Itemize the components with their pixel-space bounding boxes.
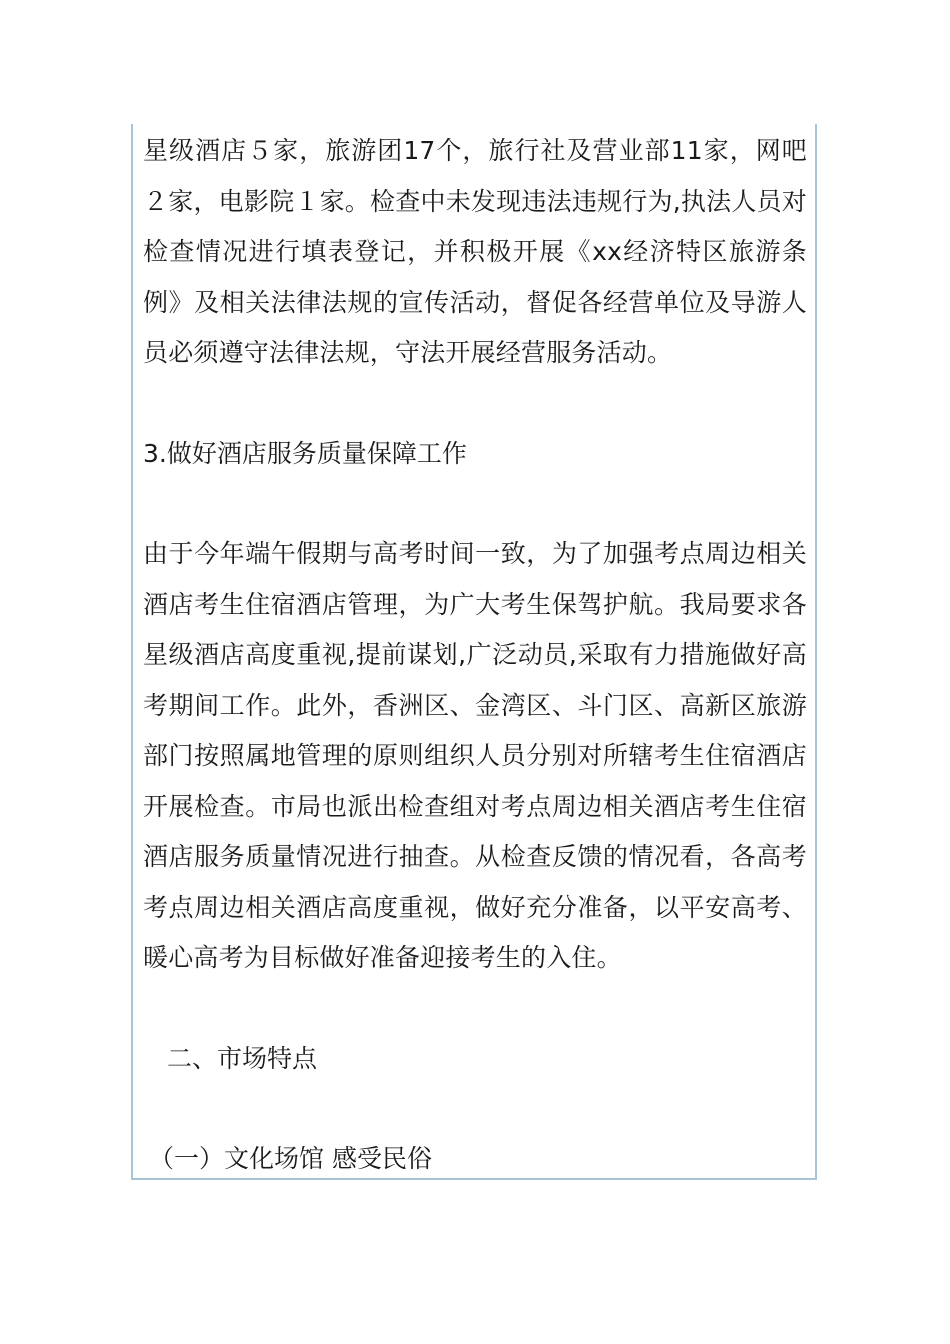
paragraph-spacer: [143, 984, 807, 1034]
heading-hotel-service-quality: 3.做好酒店服务质量保障工作: [143, 438, 467, 468]
section-heading-market-features: 二、市场特点: [167, 1043, 318, 1073]
paragraph-inspection-results: 星级酒店５家，旅游团17个，旅行社及营业部11家，网吧２家，电影院１家。检查中未发现违法违规行为,执法人员对检查情况进行填表登记，并积极开展《xx经济特区旅游条例》及相关法律法规的宣传活动，督促各经营单位及导游人员必须遵守法律法规，守法开展经营服务活动。: [143, 136, 807, 367]
paragraph-gaokao-hotels: 由于今年端午假期与高考时间一致，为了加强考点周边相关酒店考生住宿酒店管理，为广大考生保驾护航。我局要求各星级酒店高度重视,提前谋划,广泛动员,采取有力措施做好高考期间工作。此外，香洲区、金湾区、斗门区、高新区旅游部门按照属地管理的原则组织人员分别对所辖考生住宿酒店开展检查。市局也派出检查组对考点周边相关酒店考生住宿酒店服务质量情况进行抽查。从检查反馈的情况看，各高考考点周边相关酒店高度重视，做好充分准备，以平安高考、暖心高考为目标做好准备迎接考生的入住。: [143, 539, 807, 972]
subsection-heading-cultural-venues: （一）文化场馆 感受民俗: [149, 1144, 432, 1173]
paragraph-spacer: [143, 379, 807, 429]
document-body: [143, 126, 807, 1185]
paragraph-spacer: [143, 1084, 807, 1134]
paragraph-spacer: [143, 479, 807, 529]
